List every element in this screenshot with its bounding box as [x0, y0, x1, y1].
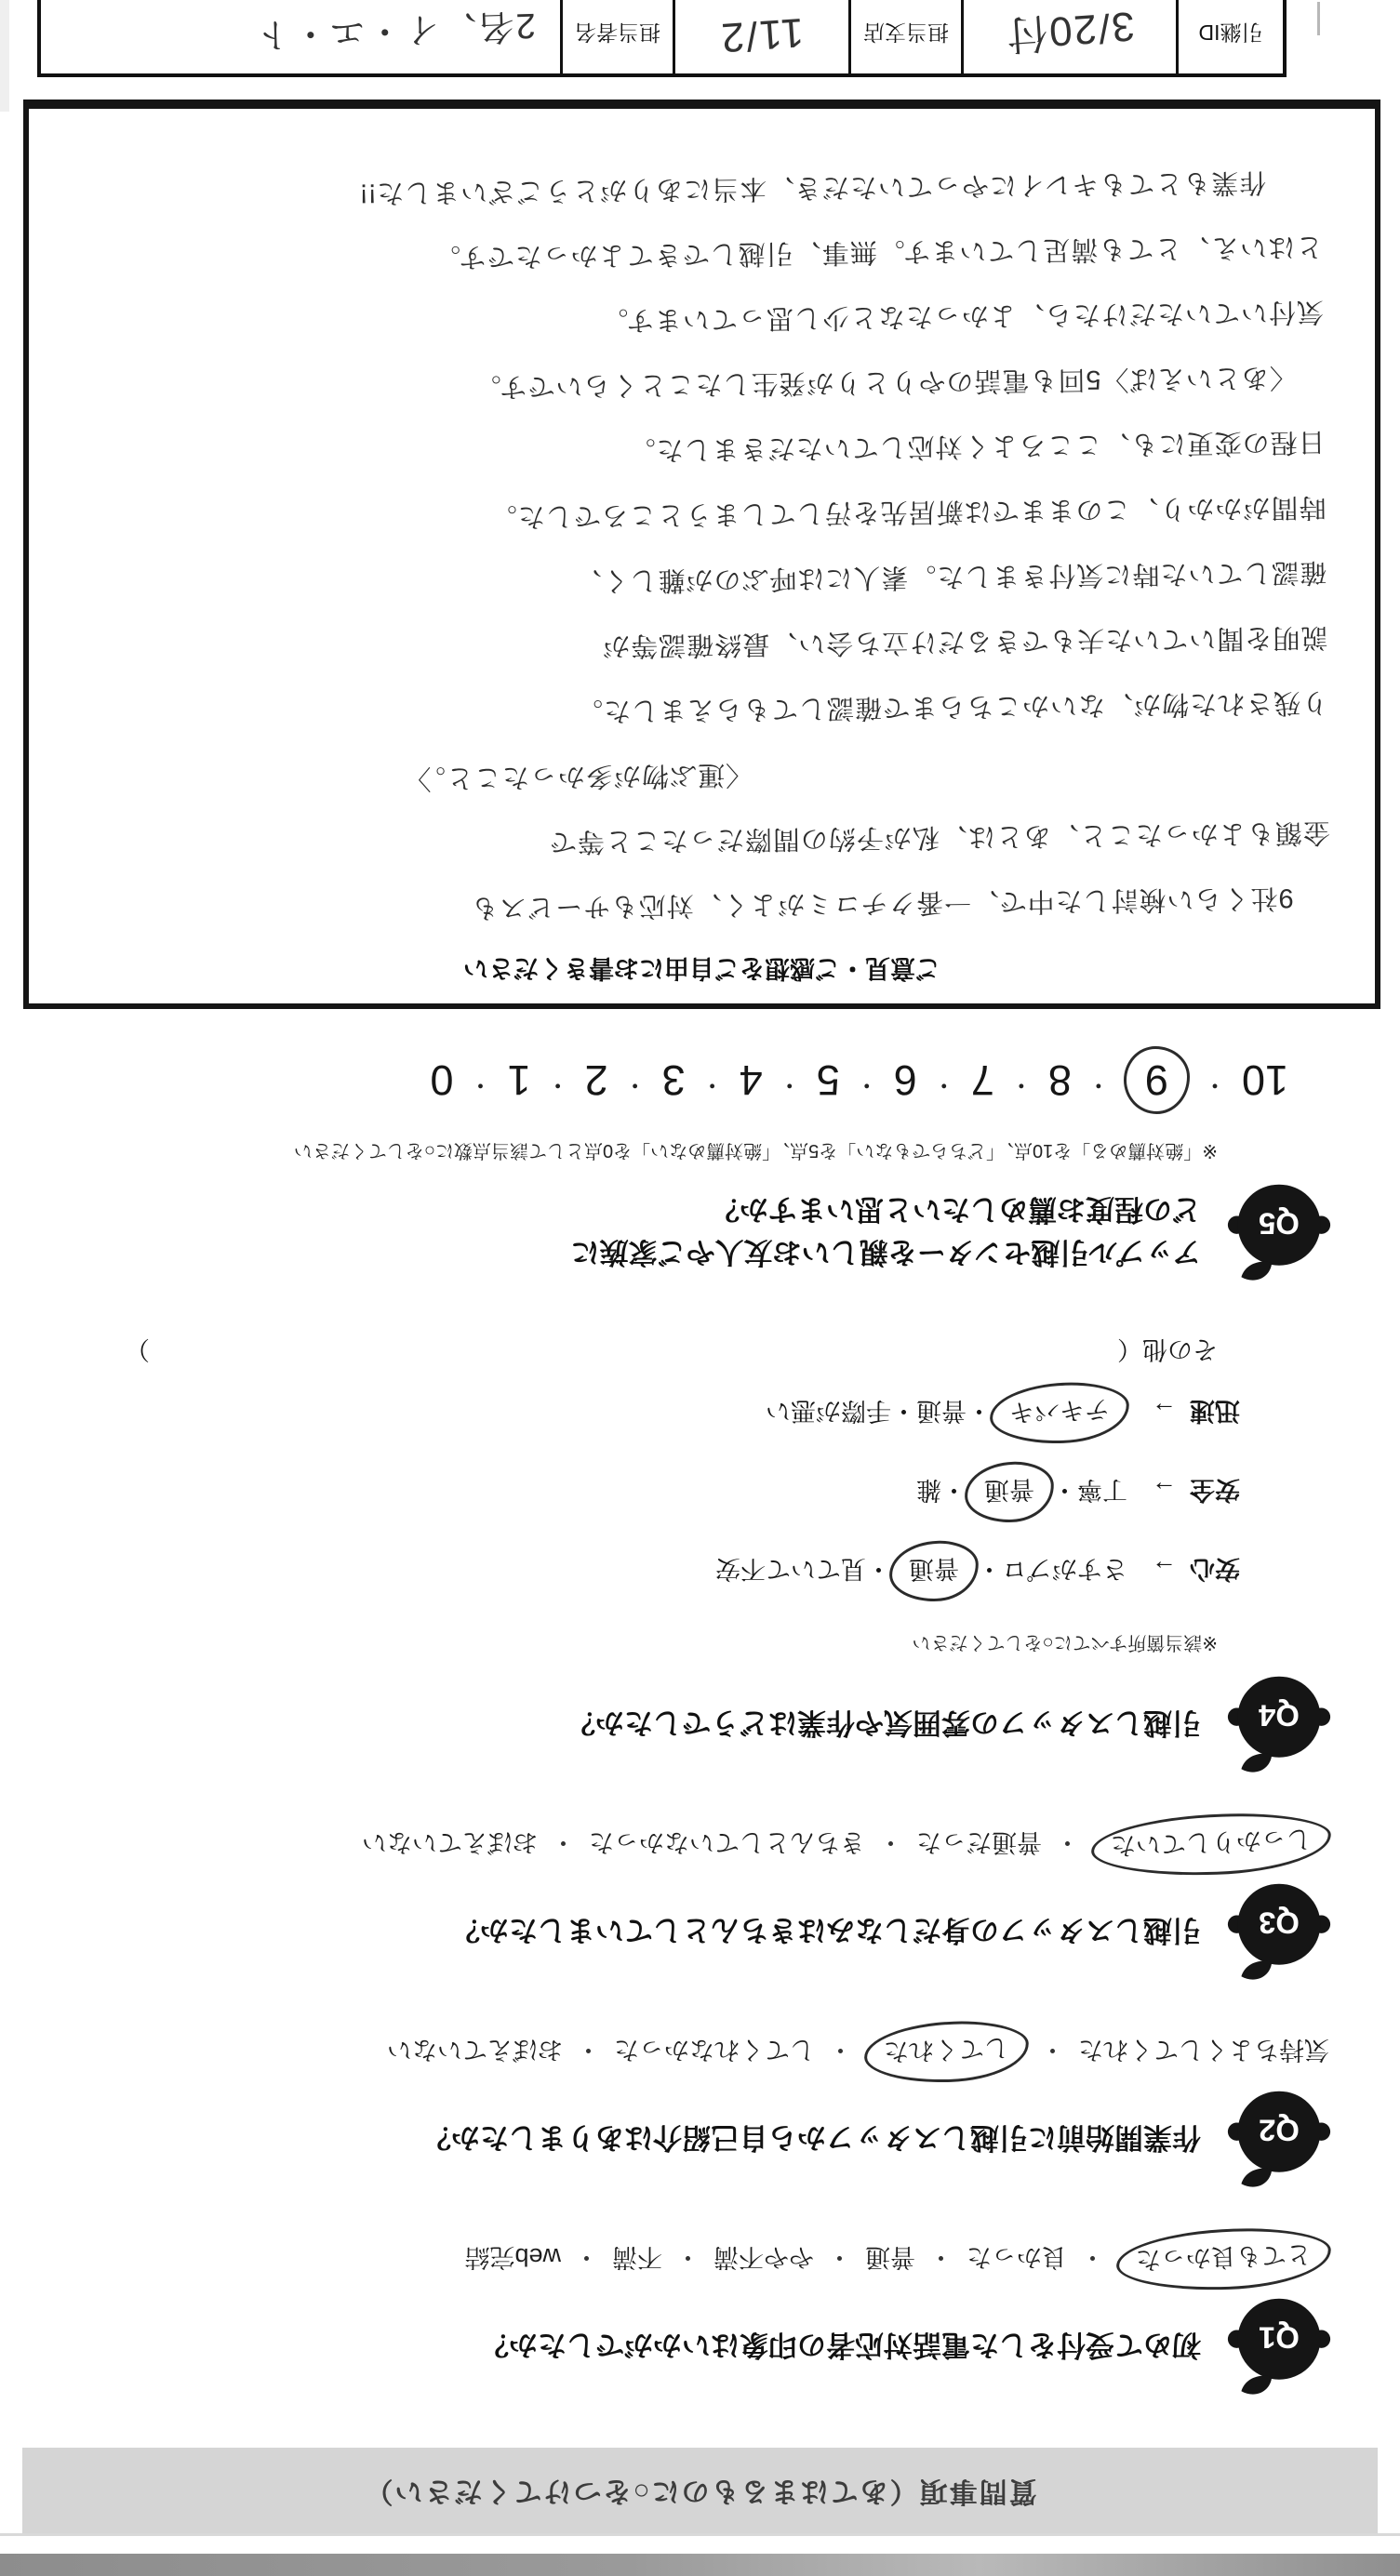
- question-header-q5: [0, 1175, 1333, 1285]
- option-separator-dot: ・: [551, 1828, 576, 1856]
- handover-info-table: [37, 0, 1287, 77]
- question-section-q2: [0, 2033, 1400, 2192]
- handwritten-line-3: 〈運ぶ物が多かったこと。〉: [403, 759, 753, 793]
- scale-separator-dot: ・: [1086, 1071, 1111, 1099]
- scale-value-3[interactable]: 3: [661, 1056, 686, 1104]
- option-separator-dot: ・: [576, 2036, 601, 2064]
- question-note-q5: ※「絶対薦める」を10点、「どちらでもない」を5点、「絶対薦めない」を0点として該当点数に○をしてください: [293, 1140, 1218, 1161]
- option-q2-気持ちよくしてくれた[interactable]: 気持ちよくしてくれた: [1078, 2036, 1329, 2064]
- handwritten-line-12: 作業もとてもキレイにやっていただき、本当にありがとうございました!!: [358, 166, 1267, 208]
- option-separator-dot: ・: [1055, 1828, 1080, 1856]
- question-badge-icon: [1225, 1175, 1333, 1285]
- handover-field-label: 担当者名: [575, 20, 660, 46]
- option-q1-良かった[interactable]: 良かった: [967, 2243, 1067, 2271]
- handover-field-label: 担当支店: [863, 20, 949, 46]
- questionnaire-header-bar: 質問事項（あてはまるものに○をつけてください）: [22, 2448, 1378, 2533]
- question-title-q2: [422, 2116, 1201, 2159]
- comment-box: [23, 100, 1380, 1009]
- question-title-q1: [480, 2323, 1201, 2367]
- scale-value-0[interactable]: 0: [430, 1056, 454, 1104]
- question-title-line: 引越しスタッフの雰囲気や作業はどうでしたか？: [567, 1706, 1201, 1740]
- option-separator-dot: ・: [967, 1397, 992, 1425]
- question-title-line: 引越しスタッフの身だしなみはきちんとしていましたか？: [451, 1914, 1201, 1947]
- q4-other-row: [0, 1334, 1218, 1370]
- option-separator-dot: ・: [827, 2243, 852, 2271]
- option-separator-dot: ・: [675, 2243, 700, 2271]
- handwritten-line-9: 〈あといえば〉5回も電話のやりとりが発生したことくらいです。: [473, 362, 1298, 402]
- question-header-q2: [0, 2082, 1333, 2192]
- scan-edge-line: [0, 2533, 1400, 2536]
- scale-value-5[interactable]: 5: [816, 1056, 840, 1104]
- comment-prompt: ご意見・ご感想をご自由にお書きください: [463, 954, 940, 982]
- handwritten-line-6: 確認していた時に気付きました。素人には呼ぶのが難しく、: [573, 556, 1327, 596]
- option-q3-きちんとしていなかった[interactable]: きちんとしていなかった: [589, 1828, 865, 1856]
- question-section-q5: [0, 1056, 1400, 1285]
- option-q4-迅速-テキパキ-circled[interactable]: テキパキ: [989, 1380, 1130, 1445]
- question-badge-icon: [1225, 2290, 1333, 2399]
- scale-value-9-circled[interactable]: 9: [1124, 1046, 1190, 1114]
- scan-artifact-dash: [1317, 2, 1320, 35]
- handwritten-line-11: とはいえ、とても満足しています。無事、引越しできてよかったです。: [432, 231, 1324, 272]
- option-q1-やや不満[interactable]: やや不満: [713, 2243, 814, 2271]
- nps-scale-row: [0, 1056, 1288, 1104]
- option-separator-dot: ・: [977, 1555, 1002, 1583]
- question-title-q3: [451, 1908, 1201, 1952]
- handover-field-label: 引継ID: [1198, 20, 1263, 46]
- questions-area: [0, 1056, 1400, 2399]
- question-note-q4: ※該当箇所すべてに○をしてください: [912, 1632, 1218, 1653]
- question-title-q4: [567, 1701, 1201, 1745]
- handwritten-field-value: 3/20付: [1003, 3, 1137, 58]
- handover-label-引継ID: [1179, 0, 1283, 73]
- question-section-q4: [0, 1334, 1400, 1777]
- question-section-q3: [0, 1826, 1400, 1985]
- scale-separator-dot: ・: [1202, 1071, 1227, 1099]
- option-q3-おぼえていない[interactable]: おぼえていない: [362, 1828, 538, 1856]
- option-q4-安全-普通-circled[interactable]: 普通: [964, 1460, 1055, 1523]
- q4-row-arrow: →: [1152, 1555, 1177, 1583]
- svg-text:Q3: Q3: [1259, 1905, 1300, 1941]
- q4-row-迅速: [0, 1394, 1240, 1432]
- scale-value-1[interactable]: 1: [507, 1056, 531, 1104]
- q4-row-安心: [0, 1552, 1240, 1590]
- handwritten-field-value: 11/2: [718, 8, 806, 61]
- question-badge-icon: [1225, 1667, 1333, 1777]
- option-q1-web完結[interactable]: web完結: [464, 2243, 561, 2271]
- option-q3-しっかりしていた-circled[interactable]: しっかりしていた: [1090, 1811, 1332, 1879]
- q4-row-arrow: →: [1152, 1476, 1177, 1504]
- option-q4-迅速-普通[interactable]: 普通: [916, 1397, 967, 1425]
- handwritten-field-value: 2名、イ・エ・ト: [253, 6, 537, 55]
- option-separator-dot: ・: [574, 2243, 599, 2271]
- option-q4-安心-普通-circled[interactable]: 普通: [888, 1539, 980, 1602]
- question-section-q1: [0, 2240, 1400, 2399]
- q4-row-arrow: →: [1152, 1397, 1177, 1425]
- handwritten-line-8: 日程の変更にも、こころよく対応していただきました。: [627, 426, 1326, 465]
- handover-label-担当支店: [851, 0, 964, 73]
- option-separator-dot: ・: [878, 1828, 903, 1856]
- question-title-line: 初めて受付をした電話対応者の印象はいかがでしたか？: [480, 2329, 1201, 2362]
- q4-row-label-迅速: 迅速: [1190, 1397, 1240, 1425]
- option-separator-dot: ・: [1080, 2243, 1105, 2271]
- q4-row-安全: [0, 1473, 1240, 1511]
- handwritten-comment-lines: [65, 149, 1331, 945]
- question-badge-icon: [1225, 1875, 1333, 1985]
- option-q4-安心-見ていて不安[interactable]: 見ていて不安: [715, 1555, 866, 1583]
- option-q2-してくれた-circled[interactable]: してくれた: [863, 2019, 1030, 2085]
- scale-separator-dot: ・: [854, 1071, 879, 1099]
- svg-text:Q5: Q5: [1259, 1206, 1300, 1242]
- handwritten-line-10: 気付いていただけたら、よかったなと少し思っています。: [600, 296, 1325, 336]
- question-header-q4: [0, 1667, 1333, 1777]
- option-q4-安全-丁寧[interactable]: 丁寧: [1077, 1476, 1127, 1504]
- q4-other-close: ）: [125, 1335, 150, 1363]
- option-q3-普通だった[interactable]: 普通だった: [916, 1828, 1042, 1856]
- question-title-q5: [571, 1188, 1201, 1274]
- scale-value-7[interactable]: 7: [970, 1056, 994, 1104]
- handwritten-line-4: り残された物が、ないかこちらまで確認してもらえました。: [574, 686, 1329, 726]
- scale-separator-dot: ・: [1008, 1071, 1033, 1099]
- svg-text:Q2: Q2: [1259, 2113, 1300, 2148]
- scale-separator-dot: ・: [931, 1071, 956, 1099]
- handover-value-3/20付[interactable]: [964, 0, 1179, 73]
- scan-edge-shadow-bottom: [0, 2554, 1400, 2576]
- scale-value-2[interactable]: 2: [584, 1056, 608, 1104]
- option-separator-dot: ・: [928, 2243, 953, 2271]
- option-separator-dot: ・: [1052, 1476, 1077, 1504]
- scale-value-10[interactable]: 10: [1241, 1056, 1288, 1104]
- scale-value-6[interactable]: 6: [893, 1056, 917, 1104]
- question-header-q1: [0, 2290, 1333, 2399]
- handwritten-line-2: 金額もよかったこと、あとは、私が予約の間際だったこと等で: [548, 817, 1330, 856]
- scan-edge-artifact-left: [0, 0, 9, 112]
- scale-separator-dot: ・: [468, 1071, 493, 1099]
- q4-row-label-安心: 安心: [1190, 1555, 1240, 1583]
- handwritten-line-5: 説明を聞いていた夫もできるだけ立ち会い、最終確認等が: [602, 621, 1328, 661]
- handover-label-担当者名: [563, 0, 675, 73]
- scale-value-4[interactable]: 4: [739, 1056, 763, 1104]
- option-separator-dot: ・: [866, 1555, 891, 1583]
- handover-value-2名、イ・エ・ト[interactable]: [41, 0, 563, 73]
- option-separator-dot: ・: [891, 1397, 916, 1425]
- scale-separator-dot: ・: [777, 1071, 802, 1099]
- option-q4-安心-さすがプロ[interactable]: さすがプロ: [1002, 1555, 1127, 1583]
- options-row-q3: [0, 1826, 1329, 1864]
- handover-value-11/2[interactable]: [675, 0, 851, 73]
- question-title-line: どの程度お薦めしたいと思いますか？: [711, 1193, 1201, 1226]
- question-title-line: アップル引越センターを親しいお友人やご家族に: [570, 1236, 1201, 1269]
- option-q4-安全-雑[interactable]: 雑: [916, 1476, 941, 1504]
- q4-row-label-安全: 安全: [1190, 1476, 1240, 1504]
- scale-separator-dot: ・: [622, 1071, 647, 1099]
- svg-text:Q4: Q4: [1259, 1698, 1300, 1733]
- option-q4-迅速-手際が悪い[interactable]: 手際が悪い: [766, 1397, 891, 1425]
- option-q1-不満[interactable]: 不満: [612, 2243, 662, 2271]
- option-separator-dot: ・: [828, 2036, 853, 2064]
- scale-separator-dot: ・: [700, 1071, 725, 1099]
- option-q1-とても良かった-circled[interactable]: とても良かった: [1115, 2225, 1332, 2293]
- option-separator-dot: ・: [1040, 2036, 1065, 2064]
- options-row-q1: [0, 2240, 1329, 2278]
- handwritten-line-7: 時間がかかり、このままでは新居先を汚してしまうところでした。: [488, 491, 1327, 532]
- handwritten-line-1: 9社くらい検討した中で、一番クチコミがよく、対応もサービスも: [470, 883, 1294, 923]
- option-q1-普通[interactable]: 普通: [865, 2243, 915, 2271]
- question-badge-icon: [1225, 2082, 1333, 2192]
- options-row-q2: [0, 2033, 1329, 2071]
- option-q2-してくれなかった[interactable]: してくれなかった: [614, 2036, 815, 2064]
- question-title-line: 作業開始前に引越しスタッフから自己紹介はありましたか？: [422, 2121, 1201, 2155]
- option-q2-おぼえていない[interactable]: おぼえていない: [387, 2036, 563, 2064]
- scale-separator-dot: ・: [545, 1071, 570, 1099]
- question-header-q3: [0, 1875, 1333, 1985]
- scale-value-8[interactable]: 8: [1047, 1056, 1072, 1104]
- option-separator-dot: ・: [941, 1476, 967, 1504]
- q4-other-open[interactable]: その他（: [1117, 1335, 1218, 1363]
- svg-text:Q1: Q1: [1259, 2320, 1300, 2356]
